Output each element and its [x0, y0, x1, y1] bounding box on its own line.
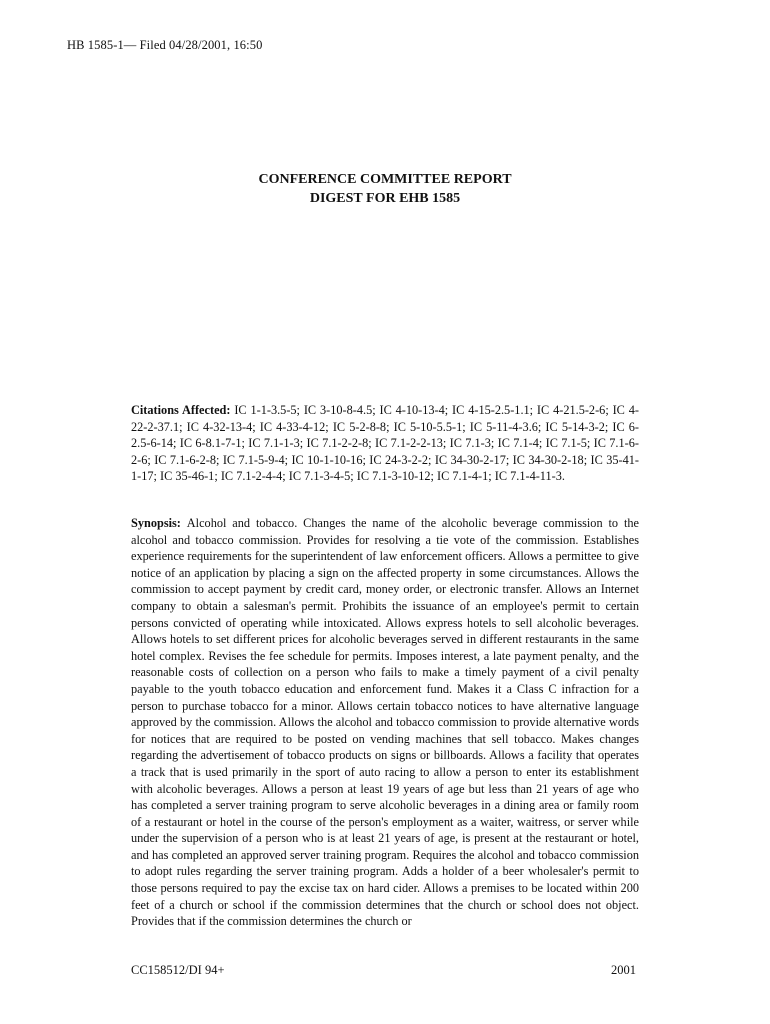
filing-header: HB 1585-1— Filed 04/28/2001, 16:50 — [67, 38, 263, 52]
synopsis-label: Synopsis: — [131, 516, 187, 530]
report-title-line1: CONFERENCE COMMITTEE REPORT — [258, 172, 512, 187]
footer-year: 2001 — [611, 963, 636, 977]
synopsis-section — [131, 515, 639, 930]
report-title-line2: DIGEST FOR EHB 1585 — [309, 191, 461, 206]
synopsis-text: Alcohol and tobacco. Changes the name of the alcoholic beverage commission to the alcohol and tobacco commission. Provides for resolving a tie vote of the commission. Establishes experience requirements for the superintendent of law enforcement officers. Allows a permittee to give notice of an application by placing a sign on the affected property in some circumstances. Allows the commission to accept payment by credit card, money order, or electronic transfer. Allows an Internet company to obtain a salesman's permit. Prohibits the issuance of an employee's permit to certain persons convicted of operating while intoxicated. Allows express hotels to sell alcoholic beverages. Allows hotels to set different prices for alcoholic beverages served in different restaurants in the same hotel complex. Revises the fee schedule for permits. Imposes interest, a late payment penalty, and the reasonable costs of collection on a person who fails to make a timely payment of a civil penalty payable to the youth tobacco education and enforcement fund. Makes it a Class C infraction for a person to purchase tobacco for a minor. Allows certain tobacco notices to have alternative language approved by the commission. Allows the alcohol and tobacco commission to provide alternative words for notices that are required to be posted on vending machines that sell tobacco. Makes changes regarding the advertisement of tobacco products on signs or billboards. Allows a facility that operates a track that is used primarily in the sport of auto racing to allow a person to enter its establishment with alcoholic beverages. Allows a person at least 19 years of age but less than 21 years of age who has completed a server training program to serve alcoholic beverages in a dining area or family room of a restaurant or hotel in the course of the person's employment as a waiter, waitress, or server while under the supervision of a person who is at least 21 years of age, is present at the restaurant or hotel, and has completed an approved server training program. Requires the alcohol and tobacco commission to adopt rules regarding the server training program. Adds a holder of a beer wholesaler's permit to those persons required to pay the excise tax on hard cider. Allows a premises to be located within 200 feet of a church or school if the commission determines that the church or school does not object. Provides that if the commission determines the church or — [131, 516, 639, 929]
report-title — [0, 170, 770, 208]
footer-doc-code: CC158512/DI 94+ — [131, 963, 225, 977]
citations-section — [131, 402, 639, 485]
citations-label: Citations Affected: — [131, 403, 235, 417]
citations-text: IC 1-1-3.5-5; IC 3-10-8-4.5; IC 4-10-13-4; IC 4-15-2.5-1.1; IC 4-21.5-2-6; IC 4-22-2-37.1; IC 4-32-13-4; IC 4-33-4-12; IC 5-2-8-8; IC 5-10-5.5-1; IC 5-11-4-3.6; IC 5-14-3-2; IC 6-2.5-6-14; IC 6-8.1-7-1; IC 7.1-1-3; IC 7.1-2-2-8; IC 7.1-2-2-13; IC 7.1-3; IC 7.1-4; IC 7.1-5; IC 7.1-6-2-6; IC 7.1-6-2-8; IC 7.1-5-9-4; IC 10-1-10-16; IC 24-3-2-2; IC 34-30-2-17; IC 34-30-2-18; IC 35-41-1-17; IC 35-46-1; IC 7.1-2-4-4; IC 7.1-3-4-5; IC 7.1-3-10-12; IC 7.1-4-1; IC 7.1-4-11-3. — [131, 403, 639, 484]
